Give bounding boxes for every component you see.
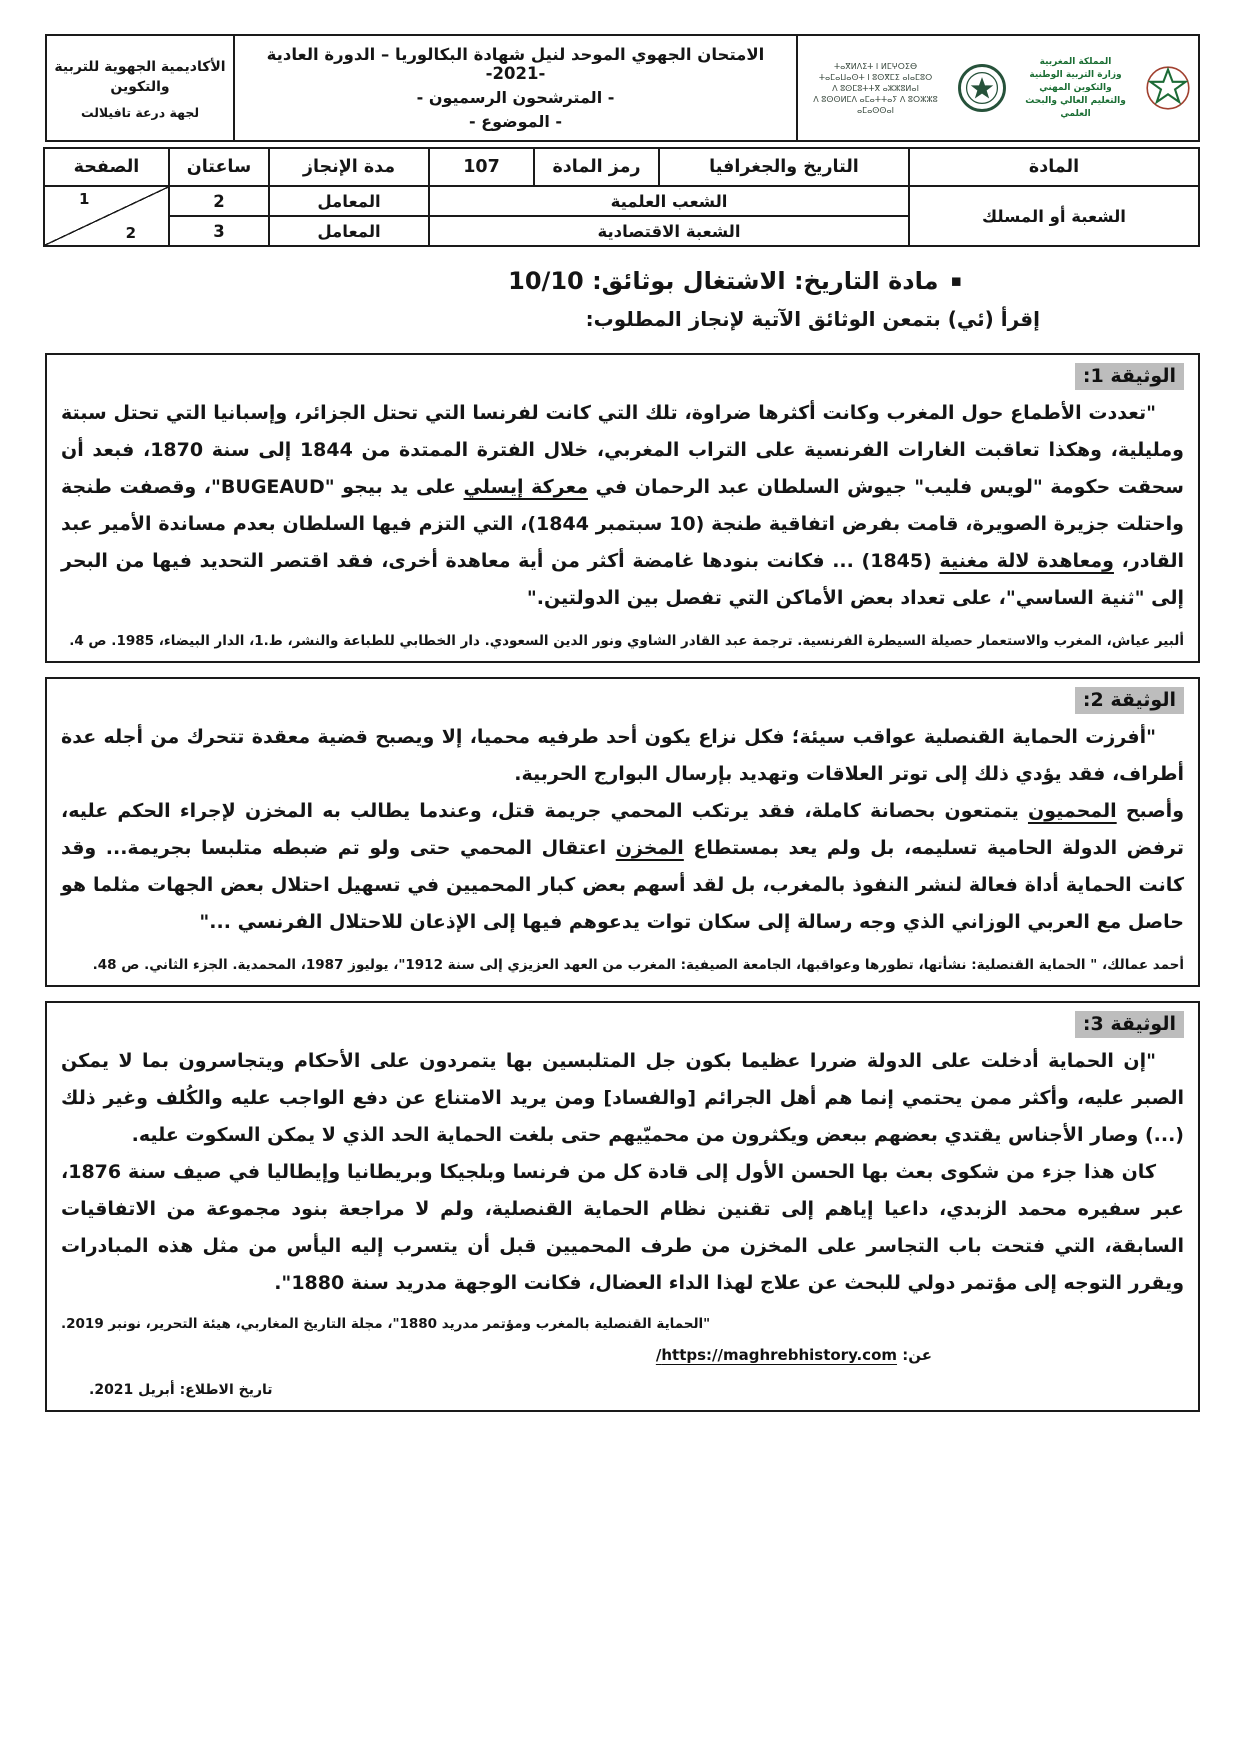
round-seal-icon [957,63,1007,113]
page-total: 2 [125,224,136,242]
coefficient-econ-value: 3 [169,216,269,246]
exam-title-line3: - الموضوع - [468,112,563,131]
page-current: 1 [79,190,90,208]
tifinagh-ministry-text: ⵜⴰⴳⵍⴷⵉⵜ ⵏ ⵍⵎⵖⵔⵉⴱ ⵜⴰⵎⴰⵡⴰⵙⵜ ⵏ ⵓⵙⴳⵎⵉ ⴰⵏⴰⵎⵓⵔ ⴷ ⵓⵙⵎⵓⵜⵜⴳ ⴰⵣⵣⵓⵍⴰⵏ ⴷ ⵓⵙⵙⵍⵎⴷ ⴰⵎⴰⵜⵜⴰⵢ ⴷ ⵓⵔⵣⵣⵓ ⴰⵎⴰⵙⵙⴰⵏ [813,61,938,115]
branch-label: الشعبة أو المسلك [909,186,1199,246]
ministry-name-text: المملكة المغربية وزارة التربية الوطنية والتكوين المهني والتعليم العالي والبحث العلمي [1025,56,1126,119]
page-label: الصفحة [44,148,169,186]
document-1-body: "تعددت الأطماع حول المغرب وكانت أكثرها ضراوة، تلك التي كانت لفرنسا التي تحتل الجزائر، وإسبانيا التي تحتل سبتة ومليلية، وهكذا تعاقبت الغارات الفرنسية على التراب المغربي، خلال الفترة الممتدة من 1844 إلى سنة 1870، فبعد أن سحقت حكومة "لويس فليب" جيوش السلطان عبد الرحمان في معركة إيسلي على يد بيجو "BUGEAUD"، وقصفت طنجة واحتلت جزيرة الصويرة، قامت بفرض اتفاقية طنجة (10 سبتمبر 1844)، التي التزم فيها السلطان بعدم مساندة الأمير عبد القادر، ومعاهدة لالة مغنية (1845) ... فكانت بنودها غامضة أكثر من أية معاهدة أخرى، فقد اقتصر التحديد فيها من البحر إلى "ثنية الساسي"، على تعداد بعض الأماكن التي تفصل بين الدولتين." [61,402,1184,609]
document-1 [45,353,1200,663]
subject-value: التاريخ والجغرافيا [659,148,909,186]
subject-code-label: رمز المادة [534,148,659,186]
section-heading-text: مادة التاريخ: الاشتغال بوثائق: 10/10 [508,267,939,295]
document-1-citation: ألبير عياش، المغرب والاستعمار حصيلة السيطرة الفرنسية. ترجمة عبد القادر الشاوي ونور الدين السعودي. دار الخطابي للطباعة والنشر، ط.1، الدار البيضاء، 1985. ص 4. [69,633,1184,649]
coefficient-label-econ: المعامل [269,216,429,246]
access-date: تاريخ الاطلاع: أبريل 2021. [89,1382,273,1398]
source-url-link[interactable]: https://maghrebhistory.com/ [655,1346,898,1364]
document-3-footer [61,1316,1184,1398]
academy-region: لجهة درعة تافيلالت [80,104,200,120]
subject-code-value: 107 [429,148,534,186]
section-heading [45,267,1200,295]
exam-title-line1: الامتحان الجهوي الموحد لنيل شهادة البكالوريا – الدورة العادية -2021- [266,45,765,83]
page-indicator [44,186,169,246]
document-1-label: الوثيقة 1: [1075,363,1184,390]
coefficient-science-value: 2 [169,186,269,216]
document-3-body: "إن الحماية أدخلت على الدولة ضررا عظيما بكون جل المتلبسين بها يتمردون على الأحكام ويتجاسرون بما لا يمكن الصبر عليه، وأكثر ممن يحتمي إنما هم أهل الجرائم [والفساد] ومن يريد الامتناع عن دفع الواجب عليه والكُلف وغير ذلك (...) وصار الأجناس يقتدي بعضهم ببعض ويكثرون من محميّيهم حتى بلغت الحماية الحد الذي لا يمكن السكوت عليه. كان هذا جزء من شكوى بعث بها الحسن الأول إلى قادة كل من فرنسا وبلجيكا وبريطانيا وإيطاليا في صيف سنة 1876، عبر سفيره محمد الزبدي، داعيا إياهم إلى تقنين نظام الحماية القنصلية، ولم لا مراجعة بنود مجموعة من الاتفاقيات السابقة، التي فتحت باب التجاسر على المخزن من طرف المحميين قبل أن يتسرب إليه اليأس من مثل هذه المبادرات ويقرر التوجه إلى مؤتمر دولي للبحث عن علاج لهذا الداء العضال، فكانت الوجهة مدريد سنة 1880". [61,1050,1184,1294]
document-2-label: الوثيقة 2: [1075,687,1184,714]
header-logos [798,36,1198,140]
coefficient-label-science: المعامل [269,186,429,216]
via-label: عن: [902,1346,932,1364]
document-2 [45,677,1200,987]
source-link-line [61,1346,1184,1364]
exam-info-table [43,147,1200,247]
duration-label: مدة الإنجاز [269,148,429,186]
exam-header [45,34,1200,142]
document-3-label: الوثيقة 3: [1075,1011,1184,1038]
document-3 [45,1001,1200,1412]
branch-science-value: الشعب العلمية [429,186,909,216]
square-bullet-icon: ▪ [950,271,962,291]
branch-econ-value: الشعبة الاقتصادية [429,216,909,246]
instruction-text: إقرأ (ئي) بتمعن الوثائق الآتية لإنجاز المطلوب: [585,307,1040,331]
subject-label: المادة [909,148,1199,186]
exam-title-line2: - المترشحون الرسميون - [416,88,615,107]
document-2-citation: أحمد عمالك، " الحماية القنصلية: نشأتها، تطورها وعواقبها، الجامعة الصيفية: المغرب من العهد العزيزي إلى سنة 1912"، يوليوز 1987، المحمدية. الجزء الثاني. ص 48. [92,957,1184,973]
duration-value: ساعتان [169,148,269,186]
document-2-body: "أفرزت الحماية القنصلية عواقب سيئة؛ فكل نزاع يكون أحد طرفيه محميا، إلا ويصبح قضية معقدة تتحرك من أجله عدة أطراف، فقد يؤدي ذلك إلى توتر العلاقات وتهديد بإرسال البوارج الحربية. وأصبح المحميون يتمتعون بحصانة كاملة، فقد يرتكب المحمي جريمة قتل، وعندما يطالب به المخزن لإجراء الحكم عليه، ترفض الدولة الحامية تسليمه، بل ولم يعد بمستطاع المخزن اعتقال المحمي حتى ولو تم ضبطه متلبسا بجريمة... وقد كانت الحماية أداة فعالة لنشر النفوذ بالمغرب، بل لقد أسهم بعض كبار المحميين في تسهيل احتلال بعض الجهات مثلما هو حاصل مع العربي الوزاني الذي وجه رسالة إلى سكان توات يدعوهم فيها إلى الإذعان للاحتلال الفرنسي ..." [61,726,1184,933]
exam-title-block [233,36,798,140]
coat-of-arms-icon [1144,64,1192,112]
academy-name: الأكاديمية الجهوية للتربية والتكوين [54,58,226,95]
academy-block [47,36,233,140]
document-3-citation: "الحماية القنصلية بالمغرب ومؤتمر مدريد 1880"، مجلة التاريخ المغاربي، هيئة التحرير، نونبر 2019. [61,1316,711,1332]
